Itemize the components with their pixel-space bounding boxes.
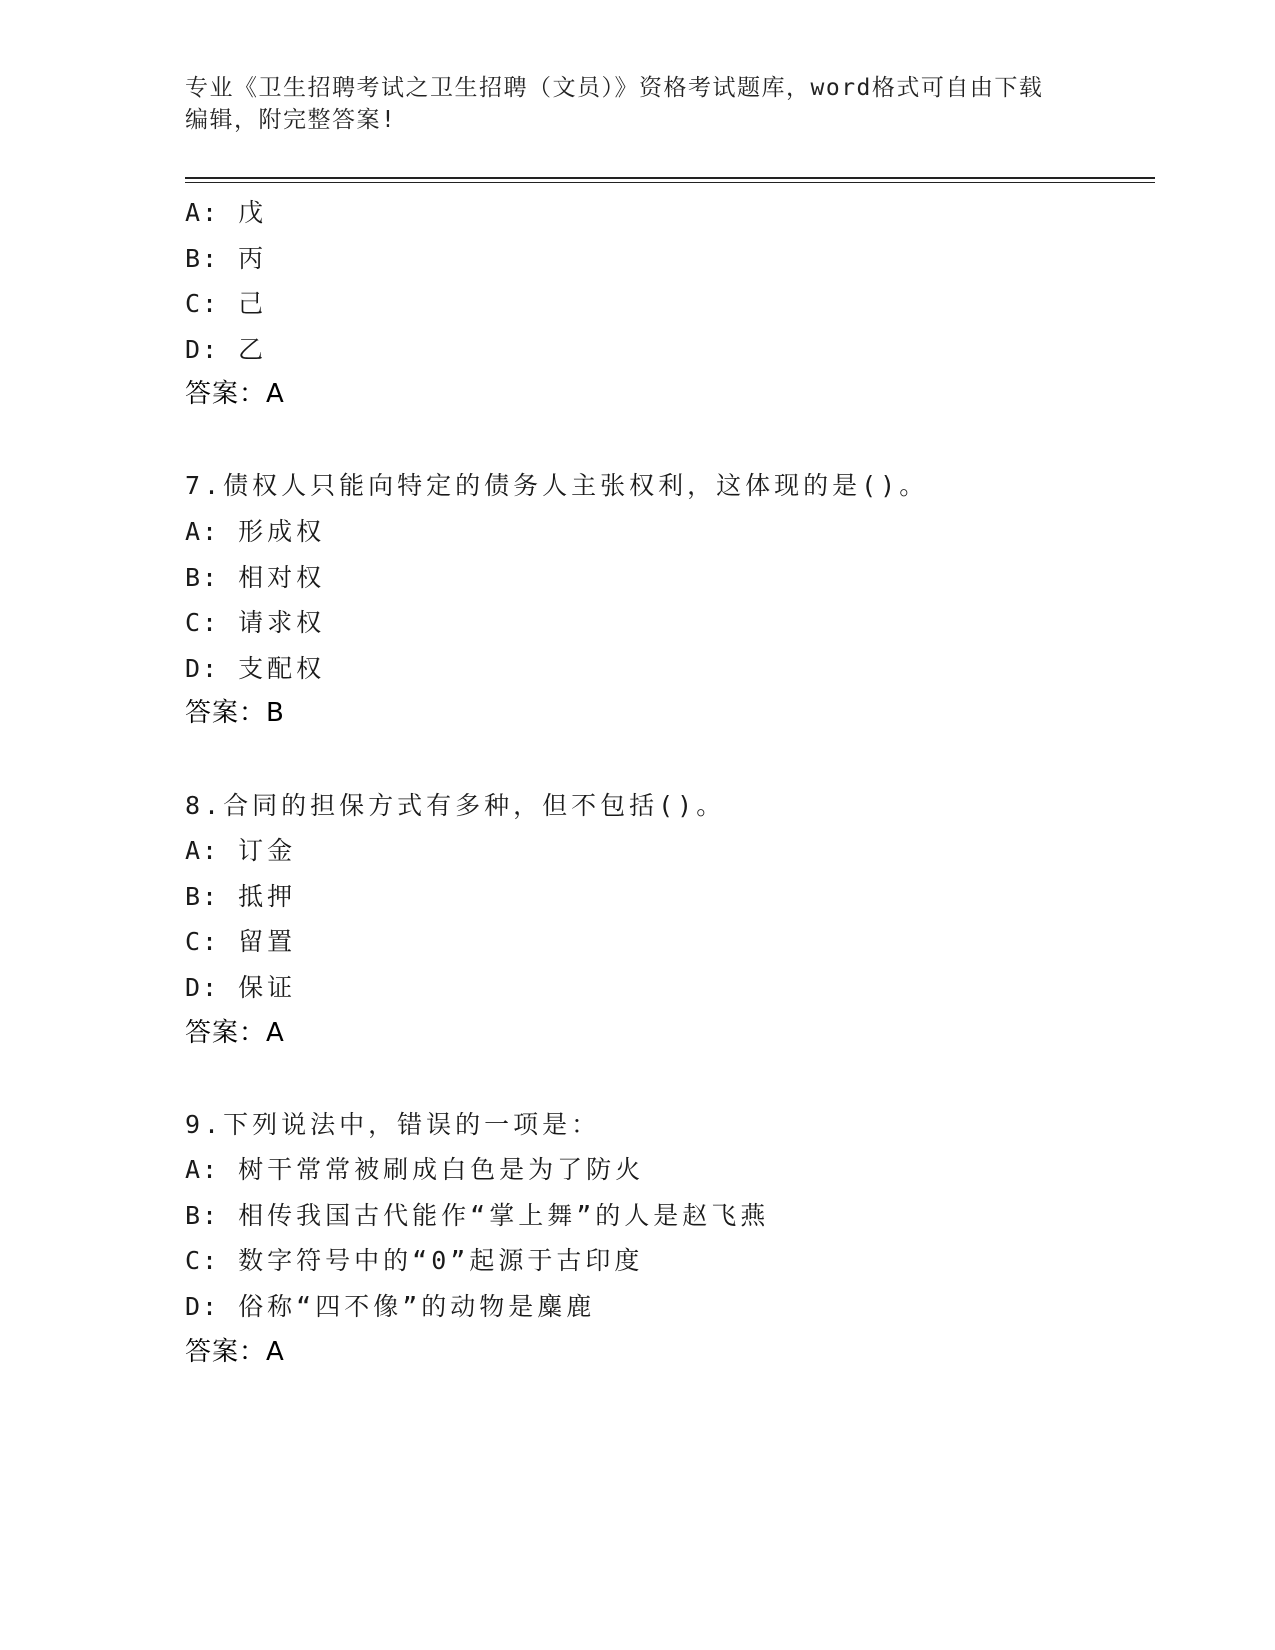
option-c — [185, 600, 1145, 646]
option-text: 抵押 — [238, 881, 297, 911]
spacer — [185, 1056, 1145, 1102]
answer-line: 答案：A — [185, 1336, 285, 1367]
option-text: 保证 — [238, 972, 297, 1002]
header-line-1: 专业《卫生招聘考试之卫生招聘（文员）》资格考试题库，word格式可自由下载 — [185, 75, 1044, 101]
question-list — [185, 190, 1145, 1375]
option-letter: B: — [185, 243, 220, 273]
question-block-7 — [185, 463, 1145, 737]
option-c — [185, 281, 1145, 327]
option-text: 丙 — [238, 243, 268, 273]
option-letter: B: — [185, 1200, 220, 1230]
option-a — [185, 828, 1145, 874]
option-text: 订金 — [238, 836, 297, 866]
option-letter: D: — [185, 334, 220, 364]
spacer — [185, 737, 1145, 783]
question-stem: 8.合同的担保方式有多种，但不包括()。 — [185, 790, 726, 820]
question-block-6 — [185, 190, 1145, 418]
option-text: 己 — [238, 289, 268, 319]
option-letter: D: — [185, 653, 220, 683]
header-divider-thick — [185, 177, 1155, 179]
option-letter: B: — [185, 562, 220, 592]
document-header — [185, 72, 1065, 136]
option-a — [185, 1147, 1145, 1193]
option-letter: B: — [185, 881, 220, 911]
option-text: 俗称“四不像”的动物是麋鹿 — [238, 1291, 596, 1321]
option-c — [185, 919, 1145, 965]
question-block-8 — [185, 783, 1145, 1057]
option-b — [185, 236, 1145, 282]
option-letter: A: — [185, 1155, 220, 1185]
spacer — [185, 418, 1145, 464]
option-text: 形成权 — [238, 517, 326, 547]
header-line-2: 编辑，附完整答案! — [185, 107, 397, 133]
option-b — [185, 1193, 1145, 1239]
question-block-9 — [185, 1102, 1145, 1376]
option-text: 树干常常被刷成白色是为了防火 — [238, 1155, 645, 1185]
option-b — [185, 555, 1145, 601]
option-letter: D: — [185, 1291, 220, 1321]
option-a — [185, 190, 1145, 236]
option-text: 相对权 — [238, 562, 326, 592]
option-d — [185, 327, 1145, 373]
option-letter: D: — [185, 972, 220, 1002]
option-letter: C: — [185, 608, 220, 638]
option-text: 请求权 — [238, 608, 326, 638]
option-letter: C: — [185, 927, 220, 957]
option-text: 留置 — [238, 927, 297, 957]
answer-line: 答案：B — [185, 698, 285, 729]
header-divider-thin — [185, 182, 1155, 183]
answer-line: 答案：A — [185, 1017, 285, 1048]
question-stem: 7.债权人只能向特定的债务人主张权利，这体现的是()。 — [185, 471, 929, 501]
option-letter: A: — [185, 198, 220, 227]
answer-line: 答案：A — [185, 379, 285, 410]
option-letter: A: — [185, 517, 220, 547]
option-d — [185, 1284, 1145, 1330]
option-c — [185, 1238, 1145, 1284]
option-d — [185, 965, 1145, 1011]
option-text: 支配权 — [238, 653, 326, 683]
option-text: 戊 — [238, 198, 268, 227]
option-text: 乙 — [238, 334, 268, 364]
option-text: 相传我国古代能作“掌上舞”的人是赵飞燕 — [238, 1200, 770, 1230]
option-b — [185, 874, 1145, 920]
option-letter: C: — [185, 1246, 220, 1276]
option-letter: C: — [185, 289, 220, 319]
question-stem: 9.下列说法中，错误的一项是： — [185, 1109, 601, 1139]
option-text: 数字符号中的“0”起源于古印度 — [238, 1246, 644, 1276]
option-a — [185, 509, 1145, 555]
option-d — [185, 646, 1145, 692]
option-letter: A: — [185, 836, 220, 866]
